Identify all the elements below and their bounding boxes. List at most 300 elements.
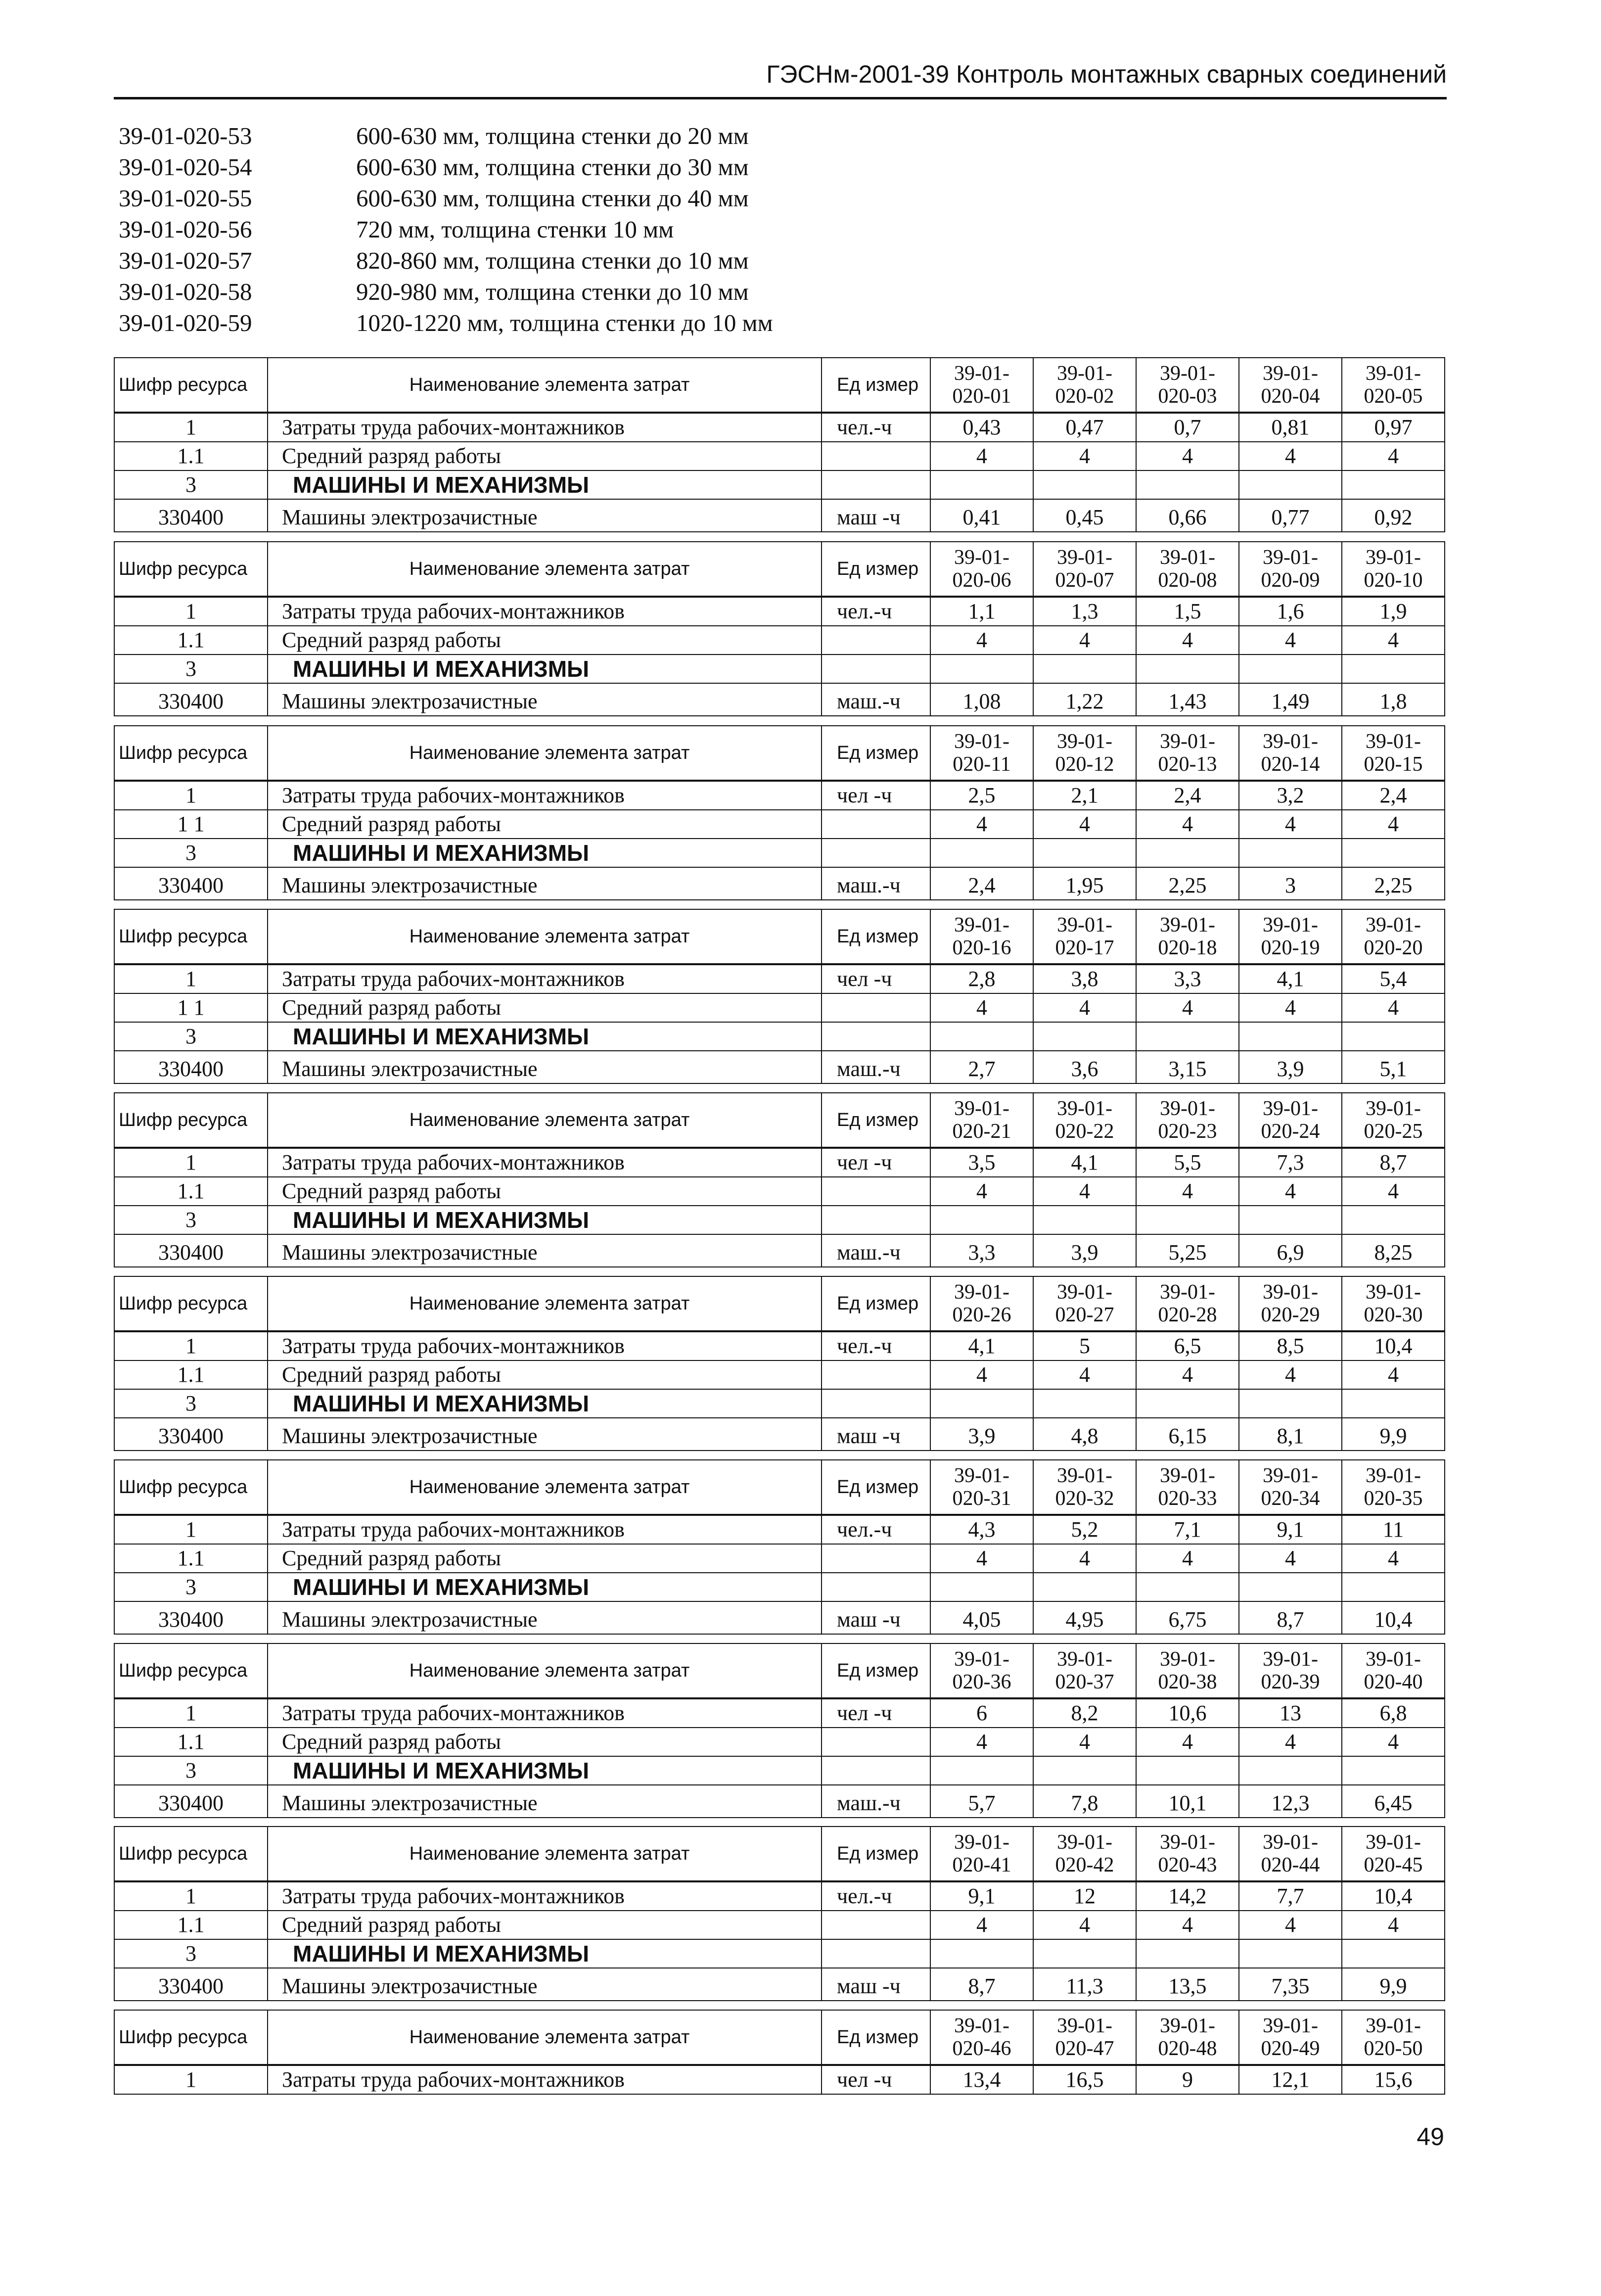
norm-value: 6 [930, 1698, 1033, 1728]
norm-value: 6,15 [1136, 1418, 1239, 1451]
resource-code: 1 [114, 597, 268, 626]
header-unit: Ед измер [822, 1643, 930, 1698]
norm-value: 9,9 [1342, 1418, 1445, 1451]
norm-value: 7,3 [1239, 1148, 1342, 1177]
norm-value: 4 [1342, 1911, 1445, 1939]
norm-value: 1,08 [930, 683, 1033, 716]
norm-value: 3,5 [930, 1148, 1033, 1177]
norm-value [1239, 470, 1342, 499]
norm-value: 4 [1239, 1177, 1342, 1206]
labor-row [114, 781, 1445, 810]
resource-code: 1 [114, 964, 268, 993]
norm-code-suffix: 020-32 [1055, 1487, 1114, 1510]
norm-code-suffix: 020-07 [1055, 569, 1114, 592]
cost-element-name: Машины электрозачистные [268, 1968, 822, 2001]
unit: чел.-ч [822, 1515, 930, 1544]
unit: чел -ч [822, 1698, 930, 1728]
norm-code-prefix: 39-01- [1263, 1831, 1318, 1854]
norm-value: 4 [1033, 1544, 1136, 1573]
norm-table [114, 1826, 1445, 2001]
norm-value: 4 [1136, 1728, 1239, 1756]
norm-code-suffix: 020-46 [952, 2037, 1011, 2060]
header-norm-code [930, 1276, 1033, 1331]
norm-code-suffix: 020-19 [1261, 937, 1320, 959]
norm-value [1033, 1206, 1136, 1234]
norm-value [930, 1756, 1033, 1785]
spec-code: 39-01-020-56 [119, 216, 252, 243]
cost-element-name: Машины электрозачистные [268, 683, 822, 716]
header-norm-code [1239, 1643, 1342, 1698]
table-header-row [114, 1643, 1445, 1698]
norm-value: 2,25 [1136, 867, 1239, 900]
norm-code-prefix: 39-01- [1366, 1648, 1421, 1671]
norm-value: 9 [1136, 2065, 1239, 2094]
norm-value: 4 [1136, 1911, 1239, 1939]
labor-row [114, 964, 1445, 993]
norm-value [1342, 1022, 1445, 1051]
norm-code-prefix: 39-01- [1263, 730, 1318, 753]
norm-code-prefix: 39-01- [1160, 2015, 1215, 2037]
norm-code-prefix: 39-01- [1160, 1648, 1215, 1671]
header-norm-code [1239, 358, 1342, 413]
norm-code-prefix: 39-01- [1366, 362, 1421, 385]
norm-code-suffix: 020-01 [952, 385, 1011, 408]
norm-value: 0,97 [1342, 413, 1445, 442]
header-norm-code [930, 909, 1033, 964]
unit: чел.-ч [822, 413, 930, 442]
norm-value: 4,1 [1033, 1148, 1136, 1177]
cost-element-name: МАШИНЫ И МЕХАНИЗМЫ [268, 655, 822, 683]
norm-value: 8,25 [1342, 1234, 1445, 1267]
header-norm-code [1136, 358, 1239, 413]
resource-code: 330400 [114, 1968, 268, 2001]
norm-value [1033, 470, 1136, 499]
norm-code-prefix: 39-01- [1366, 2015, 1421, 2037]
norm-value: 4 [930, 1177, 1033, 1206]
norm-value: 4 [1033, 1911, 1136, 1939]
table-header-row [114, 1093, 1445, 1148]
norm-value: 3,9 [1033, 1234, 1136, 1267]
unit: маш.-ч [822, 1234, 930, 1267]
header-norm-code [1239, 1460, 1342, 1515]
resource-code: 1 [114, 2065, 268, 2094]
resource-code: 1.1 [114, 1544, 268, 1573]
norm-value: 4 [1136, 1177, 1239, 1206]
norm-value [1033, 1939, 1136, 1968]
norm-code-prefix: 39-01- [954, 730, 1009, 753]
table-header-row [114, 1460, 1445, 1515]
norm-code-prefix: 39-01- [954, 1464, 1009, 1487]
norm-value: 0,7 [1136, 413, 1239, 442]
cost-element-name: МАШИНЫ И МЕХАНИЗМЫ [268, 1573, 822, 1601]
norm-code-suffix: 020-28 [1158, 1304, 1217, 1326]
norm-code-prefix: 39-01- [1057, 1097, 1112, 1120]
norm-value [1136, 1206, 1239, 1234]
unit [822, 993, 930, 1022]
grade-row [114, 1728, 1445, 1756]
grade-row [114, 1544, 1445, 1573]
norm-code-prefix: 39-01- [954, 1831, 1009, 1854]
norm-code-suffix: 020-36 [952, 1671, 1011, 1693]
norm-value: 4 [1033, 810, 1136, 839]
cost-element-name: Затраты труда рабочих-монтажников [268, 1698, 822, 1728]
header-unit: Ед измер [822, 1276, 930, 1331]
norm-value: 0,92 [1342, 499, 1445, 532]
norm-value [930, 1573, 1033, 1601]
norm-code-suffix: 020-12 [1055, 753, 1114, 776]
norm-value: 2,8 [930, 964, 1033, 993]
cost-element-name: Машины электрозачистные [268, 1418, 822, 1451]
unit [822, 1360, 930, 1389]
norm-value: 8,2 [1033, 1698, 1136, 1728]
machines-section-row [114, 470, 1445, 499]
header-norm-code [1033, 1276, 1136, 1331]
norm-value [1136, 1022, 1239, 1051]
norm-value: 5,25 [1136, 1234, 1239, 1267]
table-header-row [114, 542, 1445, 597]
norm-value: 11 [1342, 1515, 1445, 1544]
spec-row [119, 214, 773, 245]
norm-code-suffix: 020-50 [1364, 2037, 1423, 2060]
header-norm-code [930, 1460, 1033, 1515]
norm-value: 4 [930, 1544, 1033, 1573]
norm-code-prefix: 39-01- [1057, 1648, 1112, 1671]
header-resource-code: Шифр ресурса [114, 726, 268, 781]
header-resource-code: Шифр ресурса [114, 1093, 268, 1148]
norm-code-suffix: 020-15 [1364, 753, 1423, 776]
cost-element-name: Машины электрозачистные [268, 1051, 822, 1083]
norm-value: 7,8 [1033, 1785, 1136, 1818]
cost-element-name: Затраты труда рабочих-монтажников [268, 964, 822, 993]
norm-value [1342, 1756, 1445, 1785]
header-norm-code [1136, 1276, 1239, 1331]
norm-code-prefix: 39-01- [1160, 546, 1215, 569]
cost-element-name: Машины электрозачистные [268, 1785, 822, 1818]
norm-value: 8,7 [930, 1968, 1033, 2001]
unit [822, 1544, 930, 1573]
norm-value [930, 470, 1033, 499]
cost-element-name: Средний разряд работы [268, 626, 822, 655]
norm-value [1136, 1939, 1239, 1968]
norm-code-prefix: 39-01- [954, 1097, 1009, 1120]
norm-code-suffix: 020-08 [1158, 569, 1217, 592]
norm-value [1239, 1756, 1342, 1785]
header-resource-code: Шифр ресурса [114, 358, 268, 413]
norm-value: 6,8 [1342, 1698, 1445, 1728]
norm-table [114, 2010, 1445, 2095]
norm-value: 4 [1342, 810, 1445, 839]
spec-code: 39-01-020-57 [119, 247, 252, 274]
norm-value: 7,35 [1239, 1968, 1342, 2001]
cost-element-name: Машины электрозачистные [268, 499, 822, 532]
norm-code-prefix: 39-01- [1263, 1648, 1318, 1671]
cost-element-name: Машины электрозачистные [268, 1234, 822, 1267]
cost-element-name: Средний разряд работы [268, 1728, 822, 1756]
labor-row [114, 597, 1445, 626]
norm-code-prefix: 39-01- [1160, 1464, 1215, 1487]
resource-code: 1.1 [114, 1728, 268, 1756]
unit [822, 839, 930, 867]
norm-code-prefix: 39-01- [1057, 546, 1112, 569]
welding-machines-row [114, 1785, 1445, 1818]
norm-value: 4 [1033, 1177, 1136, 1206]
norm-code-suffix: 020-33 [1158, 1487, 1217, 1510]
norm-code-suffix: 020-39 [1261, 1671, 1320, 1693]
header-unit: Ед измер [822, 542, 930, 597]
norm-value: 2,1 [1033, 781, 1136, 810]
cost-element-name: Машины электрозачистные [268, 867, 822, 900]
welding-machines-row [114, 1234, 1445, 1267]
norm-value: 1,3 [1033, 597, 1136, 626]
header-cost-element-name: Наименование элемента затрат [268, 1276, 822, 1331]
header-cost-element-name: Наименование элемента затрат [268, 358, 822, 413]
unit: маш.-ч [822, 867, 930, 900]
norm-value: 4 [1033, 993, 1136, 1022]
norm-value: 1,95 [1033, 867, 1136, 900]
unit: маш.-ч [822, 1051, 930, 1083]
unit [822, 1022, 930, 1051]
header-resource-code: Шифр ресурса [114, 542, 268, 597]
norm-value [1239, 839, 1342, 867]
norm-value [1033, 1022, 1136, 1051]
header-norm-code [1033, 358, 1136, 413]
norm-value [930, 839, 1033, 867]
resource-code: 1 [114, 1148, 268, 1177]
cost-element-name: Затраты труда рабочих-монтажников [268, 597, 822, 626]
labor-row [114, 1331, 1445, 1360]
spec-code: 39-01-020-58 [119, 278, 252, 305]
norm-value: 4 [1033, 1360, 1136, 1389]
header-norm-code [930, 1643, 1033, 1698]
norm-code-suffix: 020-22 [1055, 1120, 1114, 1143]
norm-value: 5,2 [1033, 1515, 1136, 1544]
norm-code-prefix: 39-01- [1057, 1831, 1112, 1854]
resource-code: 330400 [114, 1234, 268, 1267]
norm-value: 10,4 [1342, 1331, 1445, 1360]
norm-code-suffix: 020-14 [1261, 753, 1320, 776]
machines-section-row [114, 839, 1445, 867]
resource-code: 330400 [114, 683, 268, 716]
norm-value [1342, 1206, 1445, 1234]
table-header-row [114, 1276, 1445, 1331]
norm-value: 2,25 [1342, 867, 1445, 900]
cost-element-name: МАШИНЫ И МЕХАНИЗМЫ [268, 470, 822, 499]
resource-code: 3 [114, 1939, 268, 1968]
norm-value: 1,6 [1239, 597, 1342, 626]
header-norm-code [1136, 1460, 1239, 1515]
cost-element-name: Затраты труда рабочих-монтажников [268, 1331, 822, 1360]
header-resource-code: Шифр ресурса [114, 1643, 268, 1698]
spec-description: 600-630 мм, толщина стенки до 40 мм [356, 185, 749, 212]
norm-value: 13,4 [930, 2065, 1033, 2094]
header-norm-code [1136, 1093, 1239, 1148]
norm-code-prefix: 39-01- [1057, 2015, 1112, 2037]
norm-value: 5,1 [1342, 1051, 1445, 1083]
header-unit: Ед измер [822, 909, 930, 964]
norm-value [1136, 1573, 1239, 1601]
norm-code-prefix: 39-01- [1263, 1097, 1318, 1120]
grade-row [114, 1911, 1445, 1939]
norm-code-suffix: 020-41 [952, 1854, 1011, 1876]
welding-machines-row [114, 683, 1445, 716]
resource-code: 1 [114, 1881, 268, 1911]
norm-value: 4 [1239, 1728, 1342, 1756]
unit [822, 1756, 930, 1785]
norm-code-prefix: 39-01- [1057, 1281, 1112, 1304]
norm-code-suffix: 020-20 [1364, 937, 1423, 959]
unit [822, 1206, 930, 1234]
unit [822, 1389, 930, 1418]
header-norm-code [1239, 1093, 1342, 1148]
cost-element-name: МАШИНЫ И МЕХАНИЗМЫ [268, 1389, 822, 1418]
norm-value: 5,7 [930, 1785, 1033, 1818]
norm-value: 3,2 [1239, 781, 1342, 810]
header-norm-code [1033, 909, 1136, 964]
norm-value [1136, 1756, 1239, 1785]
norm-code-prefix: 39-01- [954, 546, 1009, 569]
norm-value [1239, 1022, 1342, 1051]
resource-code: 1 [114, 781, 268, 810]
table-header-row [114, 909, 1445, 964]
welding-machines-row [114, 1051, 1445, 1083]
norm-code-suffix: 020-06 [952, 569, 1011, 592]
labor-row [114, 1698, 1445, 1728]
norm-value: 4 [1239, 1544, 1342, 1573]
norm-value: 4 [1033, 442, 1136, 470]
header-unit: Ед измер [822, 2010, 930, 2065]
norm-code-prefix: 39-01- [1057, 1464, 1112, 1487]
resource-code: 1 [114, 1331, 268, 1360]
resource-code: 3 [114, 655, 268, 683]
resource-code: 3 [114, 1389, 268, 1418]
resource-code: 1.1 [114, 1360, 268, 1389]
spec-row [119, 151, 773, 183]
spec-code: 39-01-020-54 [119, 153, 252, 181]
header-norm-code [1342, 2010, 1445, 2065]
norm-value: 4 [1342, 1728, 1445, 1756]
norm-value: 4 [1342, 1360, 1445, 1389]
norm-code-suffix: 020-02 [1055, 385, 1114, 408]
spec-row [119, 276, 773, 307]
welding-machines-row [114, 1968, 1445, 2001]
header-norm-code [930, 1093, 1033, 1148]
norm-value [1342, 1389, 1445, 1418]
header-unit: Ед измер [822, 1827, 930, 1881]
norm-value: 4 [1136, 442, 1239, 470]
spec-row [119, 120, 773, 151]
norm-value: 4,05 [930, 1601, 1033, 1634]
header-cost-element-name: Наименование элемента затрат [268, 542, 822, 597]
table-header-row [114, 358, 1445, 413]
norm-value: 7,1 [1136, 1515, 1239, 1544]
norm-value: 4 [1239, 626, 1342, 655]
machines-section-row [114, 1389, 1445, 1418]
unit: чел.-ч [822, 597, 930, 626]
grade-row [114, 442, 1445, 470]
unit [822, 1911, 930, 1939]
norm-value: 4 [1239, 1911, 1342, 1939]
resource-code: 1.1 [114, 1177, 268, 1206]
cost-element-name: Средний разряд работы [268, 1544, 822, 1573]
cost-element-name: МАШИНЫ И МЕХАНИЗМЫ [268, 1206, 822, 1234]
norm-value: 3,8 [1033, 964, 1136, 993]
norm-value: 3,9 [1239, 1051, 1342, 1083]
unit [822, 1573, 930, 1601]
norm-value: 4 [1239, 993, 1342, 1022]
norm-code-prefix: 39-01- [1263, 1464, 1318, 1487]
header-norm-code [1136, 542, 1239, 597]
spec-code: 39-01-020-59 [119, 309, 252, 336]
header-norm-code [1033, 1827, 1136, 1881]
unit [822, 1177, 930, 1206]
cost-element-name: Затраты труда рабочих-монтажников [268, 413, 822, 442]
resource-code: 1.1 [114, 1911, 268, 1939]
header-norm-code [1342, 1093, 1445, 1148]
norm-value: 1,9 [1342, 597, 1445, 626]
norm-code-prefix: 39-01- [1366, 914, 1421, 937]
header-norm-code [1033, 726, 1136, 781]
norm-value: 4 [1342, 1177, 1445, 1206]
norm-value [930, 1206, 1033, 1234]
resource-code: 330400 [114, 1418, 268, 1451]
norm-value [1239, 1206, 1342, 1234]
norm-code-prefix: 39-01- [1366, 1464, 1421, 1487]
cost-element-name: МАШИНЫ И МЕХАНИЗМЫ [268, 1756, 822, 1785]
norm-code-suffix: 020-24 [1261, 1120, 1320, 1143]
machines-section-row [114, 1939, 1445, 1968]
norm-value: 3 [1239, 867, 1342, 900]
header-norm-code [1033, 2010, 1136, 2065]
unit: чел -ч [822, 2065, 930, 2094]
norm-code-prefix: 39-01- [1263, 362, 1318, 385]
norm-value: 1,43 [1136, 683, 1239, 716]
norm-code-suffix: 020-05 [1364, 385, 1423, 408]
spec-code: 39-01-020-53 [119, 122, 252, 149]
norm-code-suffix: 020-18 [1158, 937, 1217, 959]
norm-value: 9,1 [1239, 1515, 1342, 1544]
resource-code: 3 [114, 1206, 268, 1234]
header-resource-code: Шифр ресурса [114, 1460, 268, 1515]
resource-code: 3 [114, 1022, 268, 1051]
unit [822, 1728, 930, 1756]
norm-value: 10,4 [1342, 1601, 1445, 1634]
norm-value: 0,81 [1239, 413, 1342, 442]
norm-code-suffix: 020-49 [1261, 2037, 1320, 2060]
cost-element-name: Средний разряд работы [268, 1177, 822, 1206]
unit [822, 470, 930, 499]
norm-code-suffix: 020-30 [1364, 1304, 1423, 1326]
norm-code-suffix: 020-35 [1364, 1487, 1423, 1510]
table-header-row [114, 2010, 1445, 2065]
norm-value: 4 [930, 1911, 1033, 1939]
norm-value: 1,49 [1239, 683, 1342, 716]
norm-value: 4 [1239, 442, 1342, 470]
norm-code-prefix: 39-01- [1160, 1831, 1215, 1854]
spec-row [119, 307, 773, 338]
norm-code-suffix: 020-48 [1158, 2037, 1217, 2060]
unit [822, 1939, 930, 1968]
norm-value: 3,3 [1136, 964, 1239, 993]
specification-list [119, 120, 773, 338]
header-norm-code [930, 358, 1033, 413]
norm-value: 4 [930, 810, 1033, 839]
norm-code-prefix: 39-01- [954, 914, 1009, 937]
norm-code-prefix: 39-01- [1057, 362, 1112, 385]
norm-table [114, 541, 1445, 716]
norm-value: 5,4 [1342, 964, 1445, 993]
header-norm-code [1239, 726, 1342, 781]
header-norm-code [1033, 1093, 1136, 1148]
